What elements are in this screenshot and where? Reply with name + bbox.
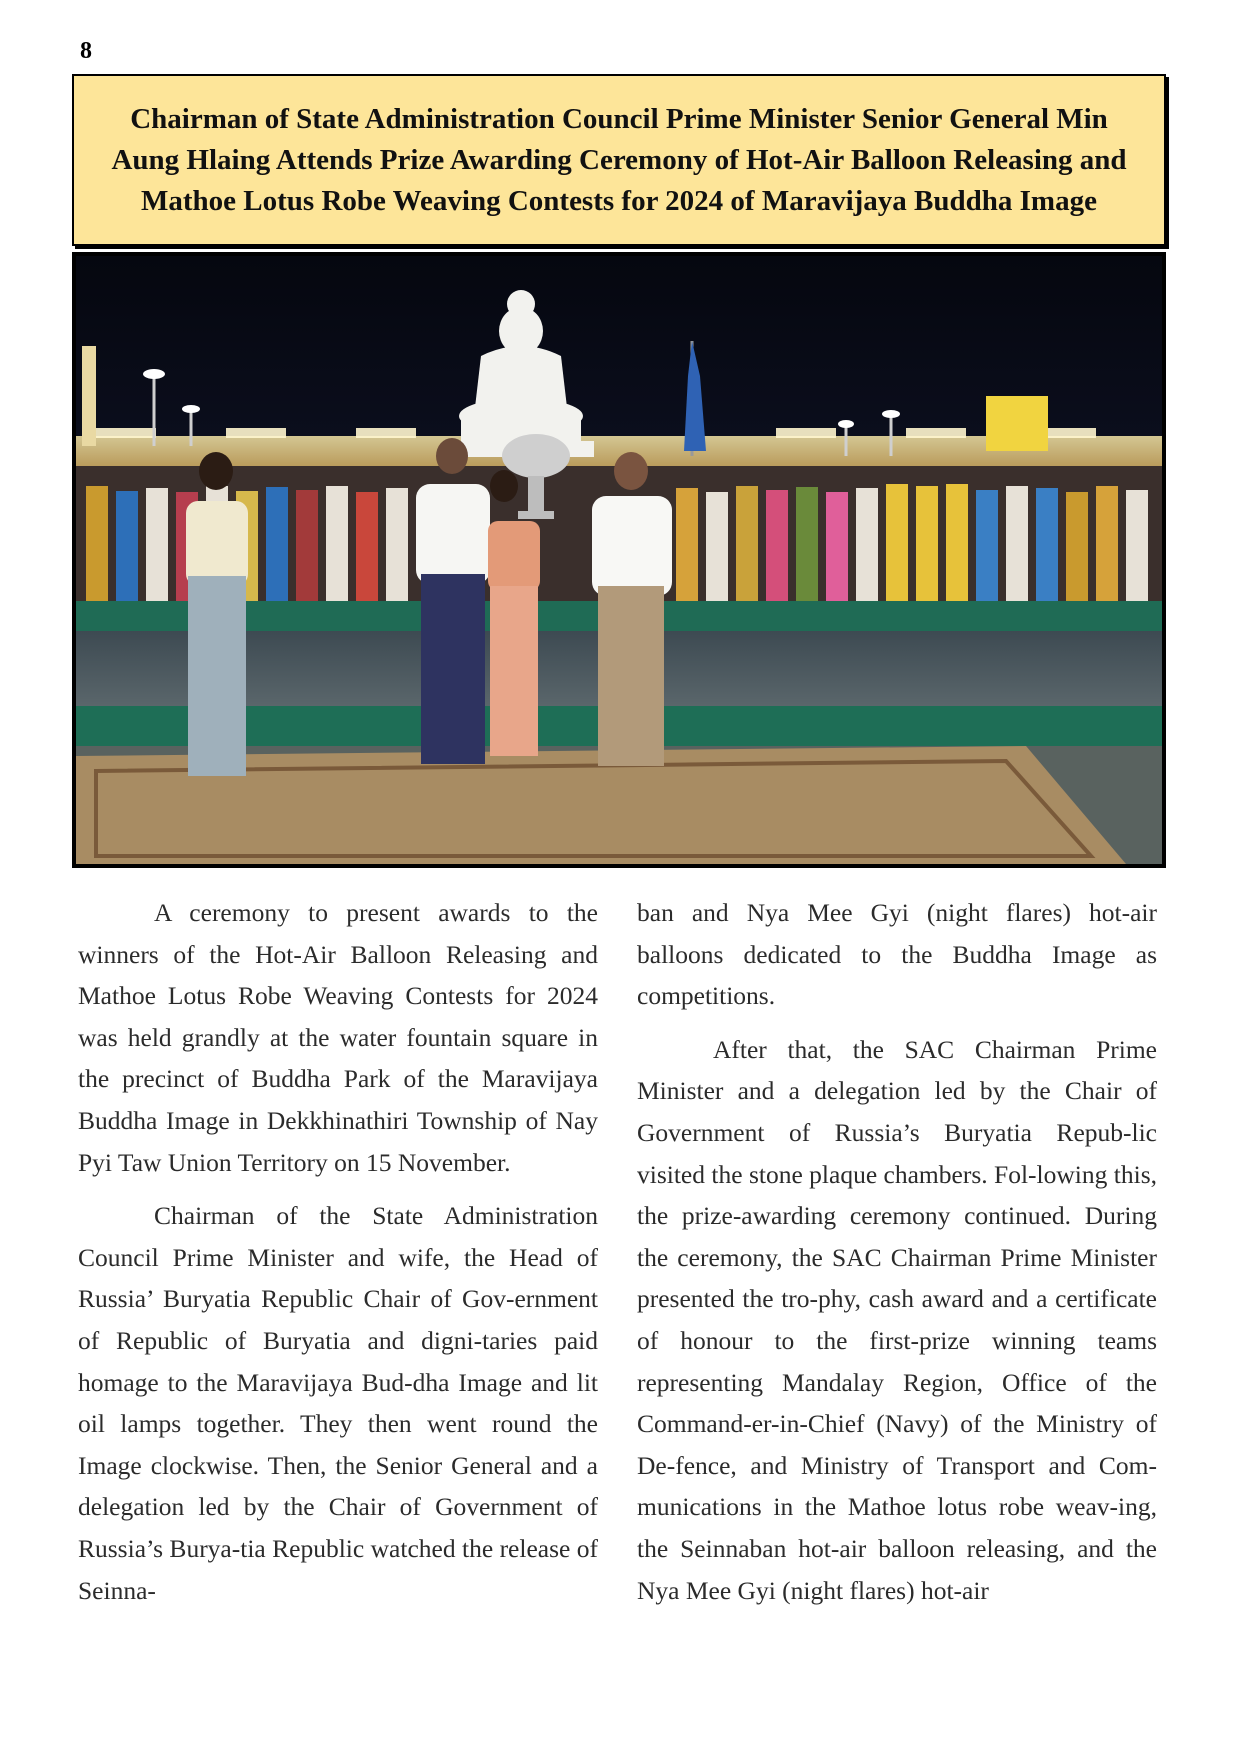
article-paragraph: A ceremony to present awards to the winners of the Hot-Air Balloon Releasing and Mathoe Lotus Robe Weaving Contests for 2024 was held grandly at the water fountain square in the precinct of Buddha Park of the Maravijaya Buddha Image in Dekkhinathiri Township of Nay Pyi Taw Union Territory on 15 November. bbox=[78, 898, 598, 1177]
page-number: 8 bbox=[80, 38, 92, 64]
article-right-column bbox=[637, 892, 1157, 1623]
article-paragraph: After that, the SAC Chairman Prime Minister and a delegation led by the Chair of Government of Russia’s Buryatia Repub-lic visited the stone plaque chambers. Fol-lowing this, the prize-awarding ceremony continued. During the ceremony, the SAC Chairman Prime Minister presented the tro-phy, cash award and a certificate of honour to the first-prize winning teams representing Mandalay Region, Office of the Command-er-in-Chief (Navy) of the Ministry of De-fence, and Ministry of Transport and Com-munications in the Mathoe lotus robe weav-ing, the Seinnaban hot-air balloon releasing, and the Nya Mee Gyi (night flares) hot-air bbox=[637, 1034, 1157, 1605]
article-paragraph: Chairman of the State Administration Council Prime Minister and wife, the Head of Russia’ Buryatia Republic Chair of Gov-ernment of Republic of Buryatia and digni-taries paid homage to the Maravijaya Bud-dha Image and lit oil lamps together. They then went round the Image clockwise. Then, the Senior General and a delegation led by the Chair of Government of Russia’s Burya-tia Republic watched the release of Seinna- bbox=[78, 1201, 598, 1605]
headline: Chairman of State Administration Council Prime Minister Senior General Min Aung Hlaing Attends Prize Awarding Ceremony of Hot-Air Balloon Releasing and Mathoe Lotus Robe Weaving Contests for 2024 of Maravijaya Buddha Image bbox=[111, 102, 1127, 217]
ceremony-photo-illustration bbox=[76, 256, 1162, 864]
article-paragraph: ban and Nya Mee Gyi (night flares) hot-air balloons dedicated to the Buddha Image as competitions. bbox=[637, 898, 1157, 1011]
headline-box bbox=[72, 74, 1166, 246]
article-left-column bbox=[78, 892, 598, 1623]
ceremony-photo bbox=[72, 252, 1166, 868]
